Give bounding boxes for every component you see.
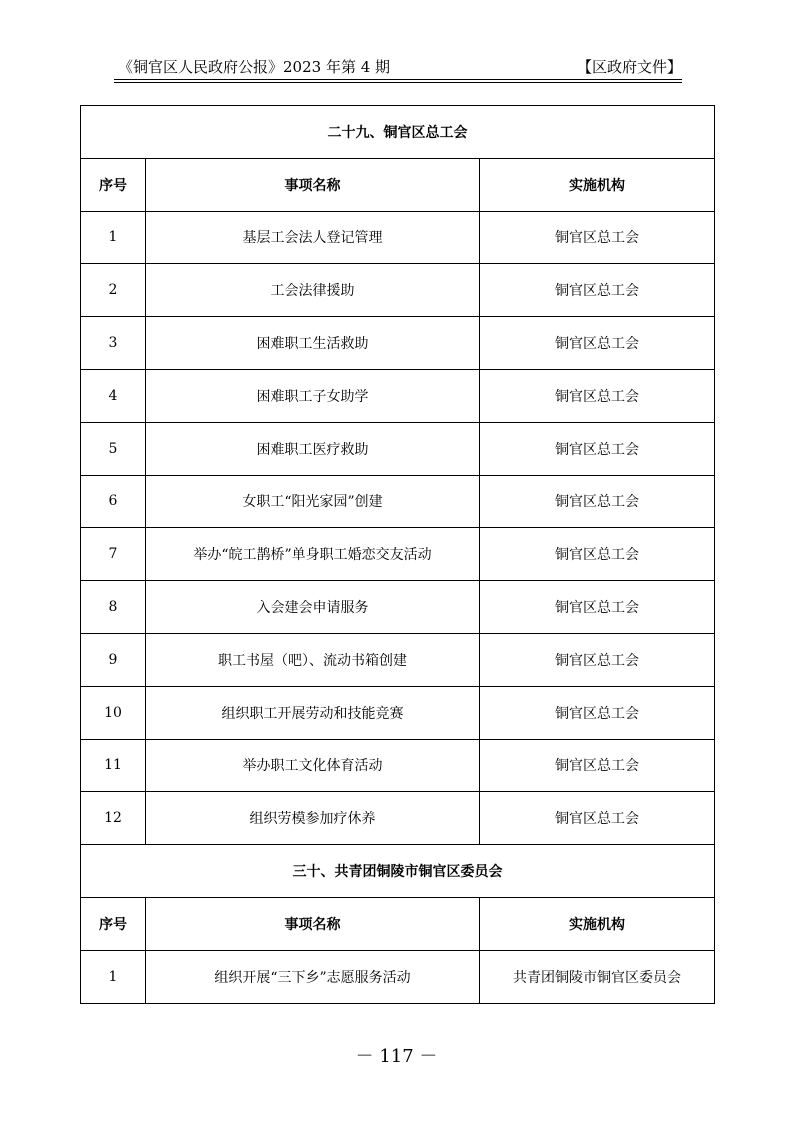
item-name: 困难职工生活救助 — [146, 317, 480, 370]
column-header: 序号 — [81, 158, 146, 211]
implementing-agency: 铜官区总工会 — [480, 739, 715, 792]
row-number: 10 — [81, 686, 146, 739]
implementing-agency: 铜官区总工会 — [480, 475, 715, 528]
header-publication: 《铜官区人民政府公报》2023 年第 4 期 — [118, 58, 391, 76]
implementing-agency: 铜官区总工会 — [480, 581, 715, 634]
row-number: 9 — [81, 633, 146, 686]
item-name: 组织开展“三下乡”志愿服务活动 — [146, 950, 480, 1003]
implementing-agency: 铜官区总工会 — [480, 211, 715, 264]
header-rule — [114, 79, 682, 80]
row-number: 4 — [81, 369, 146, 422]
row-number: 11 — [81, 739, 146, 792]
implementing-agency: 铜官区总工会 — [480, 264, 715, 317]
column-header: 序号 — [81, 897, 146, 950]
table-row — [81, 950, 715, 1003]
table-row — [81, 792, 715, 845]
column-header: 实施机构 — [480, 897, 715, 950]
implementing-agency: 铜官区总工会 — [480, 369, 715, 422]
item-name: 困难职工子女助学 — [146, 369, 480, 422]
table-row — [81, 739, 715, 792]
item-name: 基层工会法人登记管理 — [146, 211, 480, 264]
page-header — [118, 56, 682, 77]
row-number: 12 — [81, 792, 146, 845]
page-number: － 117 － — [355, 1046, 438, 1067]
section-title-row — [81, 106, 715, 159]
row-number: 1 — [81, 211, 146, 264]
row-number: 1 — [81, 950, 146, 1003]
table-row — [81, 422, 715, 475]
implementing-agency: 铜官区总工会 — [480, 633, 715, 686]
item-name: 女职工“阳光家园”创建 — [146, 475, 480, 528]
item-name: 举办“皖工鹊桥”单身职工婚恋交友活动 — [146, 528, 480, 581]
header-category: 【区政府文件】 — [576, 58, 682, 76]
table-row — [81, 475, 715, 528]
implementing-agency: 铜官区总工会 — [480, 686, 715, 739]
column-header: 事项名称 — [146, 158, 480, 211]
row-number: 3 — [81, 317, 146, 370]
implementing-agency: 铜官区总工会 — [480, 317, 715, 370]
item-name: 职工书屋（吧）、流动书箱创建 — [146, 633, 480, 686]
table-row — [81, 264, 715, 317]
item-name: 组织劳模参加疗休养 — [146, 792, 480, 845]
column-header: 事项名称 — [146, 897, 480, 950]
section-title: 二十九、铜官区总工会 — [81, 106, 715, 159]
row-number: 8 — [81, 581, 146, 634]
table-row — [81, 528, 715, 581]
column-header-row — [81, 158, 715, 211]
row-number: 2 — [81, 264, 146, 317]
table-row — [81, 211, 715, 264]
column-header: 实施机构 — [480, 158, 715, 211]
section-title: 三十、共青团铜陵市铜官区委员会 — [81, 845, 715, 898]
implementing-agency: 铜官区总工会 — [480, 528, 715, 581]
implementing-agency: 共青团铜陵市铜官区委员会 — [480, 950, 715, 1003]
item-name: 举办职工文化体育活动 — [146, 739, 480, 792]
section-title-row — [81, 845, 715, 898]
row-number: 6 — [81, 475, 146, 528]
table-row — [81, 686, 715, 739]
table-row — [81, 369, 715, 422]
row-number: 7 — [81, 528, 146, 581]
table-row — [81, 581, 715, 634]
item-name: 入会建会申请服务 — [146, 581, 480, 634]
row-number: 5 — [81, 422, 146, 475]
table-row — [81, 633, 715, 686]
item-name: 组织职工开展劳动和技能竞赛 — [146, 686, 480, 739]
item-name: 工会法律援助 — [146, 264, 480, 317]
service-table — [80, 105, 715, 1004]
table-row — [81, 317, 715, 370]
header-rule-thin — [114, 82, 682, 83]
implementing-agency: 铜官区总工会 — [480, 422, 715, 475]
column-header-row — [81, 897, 715, 950]
implementing-agency: 铜官区总工会 — [480, 792, 715, 845]
item-name: 困难职工医疗救助 — [146, 422, 480, 475]
